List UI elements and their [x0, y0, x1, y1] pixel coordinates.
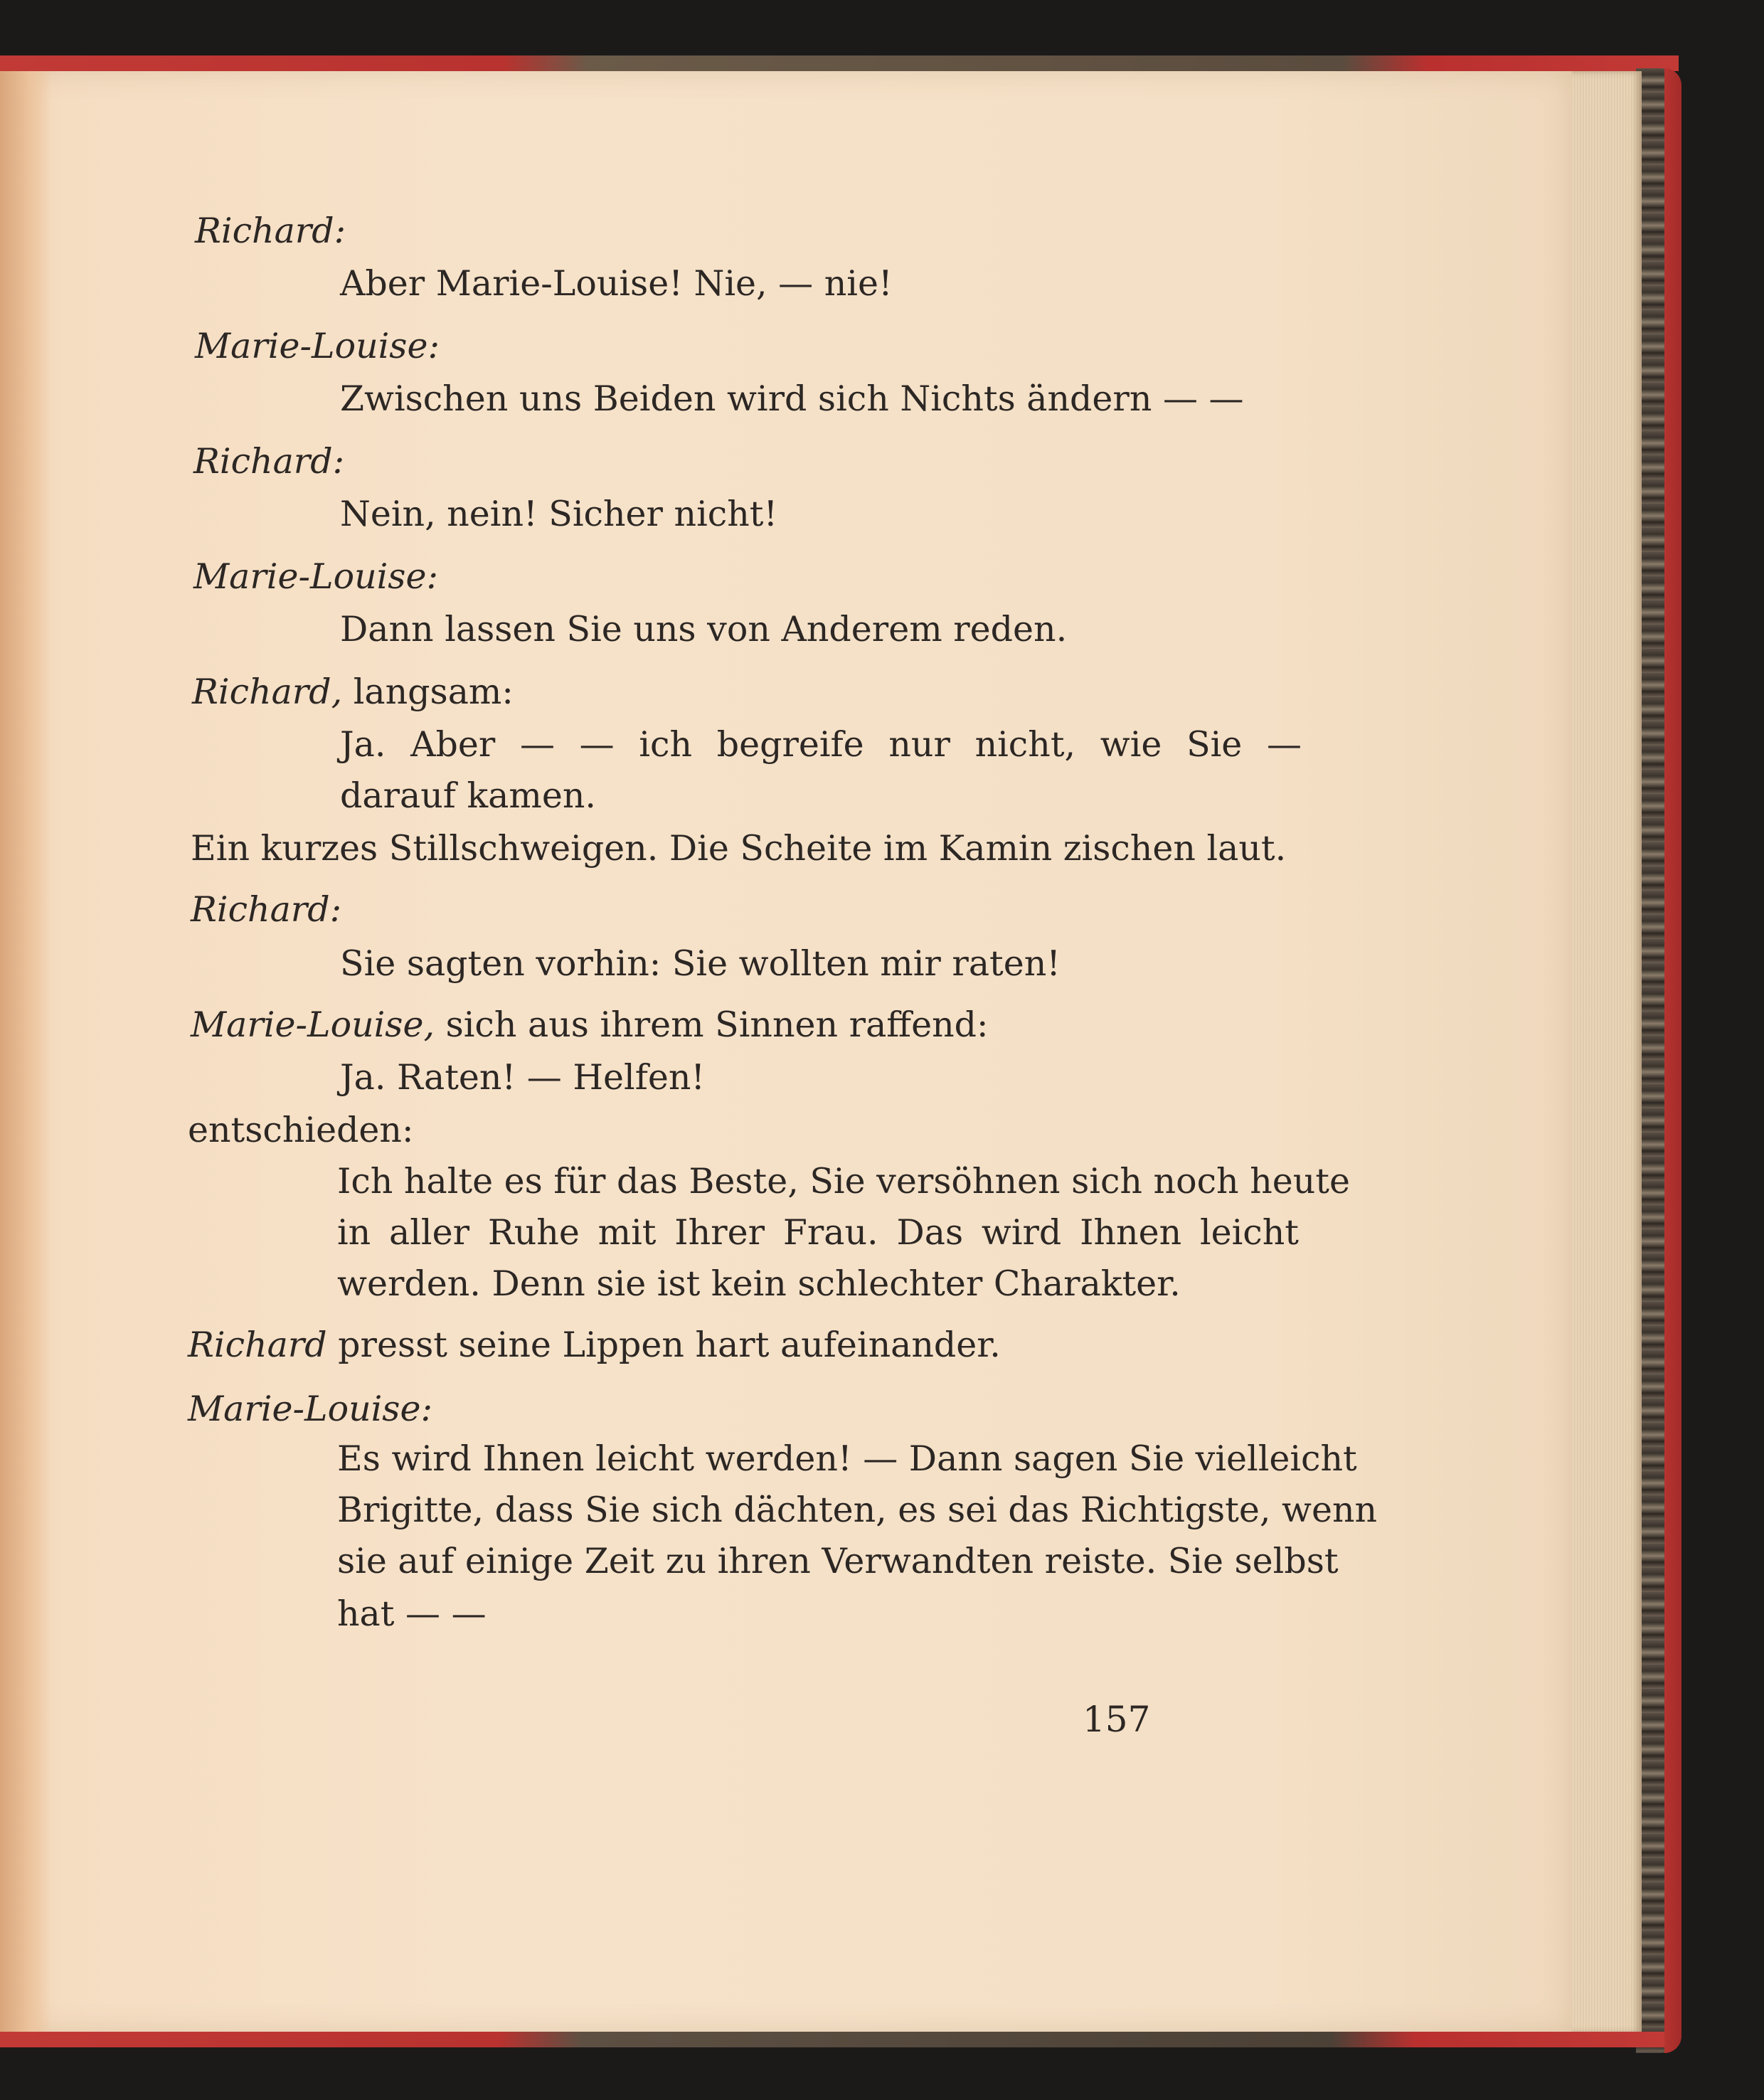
dialogue-line: Ja. Aber — — ich begreife nur nicht, wie Sie — — [340, 724, 1302, 765]
speaker-label: Marie-Louise: — [188, 1389, 432, 1429]
book-cover-red-spine — [1664, 68, 1681, 2053]
book-cover-top-edge — [0, 55, 1679, 71]
book-cover-bottom-edge — [0, 2032, 1664, 2047]
speaker-label: Marie-Louise: — [195, 326, 440, 366]
speaker-direction-line — [192, 672, 514, 712]
dialogue-line: sie auf einige Zeit zu ihren Verwandten reiste. Sie selbst — [337, 1541, 1339, 1581]
dialogue-line: hat — — — [337, 1593, 487, 1634]
dialogue-line: in aller Ruhe mit Ihrer Frau. Das wird Ihnen leicht — [337, 1212, 1299, 1253]
dialogue-line: Sie sagten vorhin: Sie wollten mir raten! — [340, 943, 1061, 984]
dialogue-line: Aber Marie-Louise! Nie, — nie! — [340, 263, 893, 304]
dialogue-line: Nein, nein! Sicher nicht! — [340, 494, 778, 534]
dialogue-line: darauf kamen. — [340, 775, 596, 816]
stage-direction: entschieden: — [188, 1110, 414, 1150]
speaker-label: Marie-Louise: — [193, 556, 438, 597]
stage-direction: Ein kurzes Stillschweigen. Die Scheite im Kamin zischen laut. — [191, 828, 1287, 869]
stage-direction: sich aus ihrem Sinnen raffend: — [445, 1004, 989, 1045]
speaker-direction-line — [188, 1325, 1001, 1365]
stage-direction: presst seine Lippen hart aufeinander. — [338, 1325, 1001, 1365]
speaker-label: Richard, — [192, 672, 343, 712]
page-gutter — [0, 71, 51, 2032]
speaker-direction-line — [191, 1004, 989, 1045]
speaker-label: Richard — [188, 1325, 327, 1365]
dialogue-line: Es wird Ihnen leicht werden! — Dann sagen Sie vielleicht — [337, 1438, 1357, 1479]
dialogue-line: Zwischen uns Beiden wird sich Nichts ändern — — — [340, 378, 1244, 419]
dialogue-line: Dann lassen Sie uns von Anderem reden. — [340, 609, 1068, 649]
dialogue-line: Ich halte es für das Beste, Sie versöhnen sich noch heute — [337, 1161, 1350, 1202]
dialogue-line: Ja. Raten! — Helfen! — [340, 1057, 706, 1098]
speaker-label: Richard: — [191, 889, 342, 930]
dialogue-line: werden. Denn sie ist kein schlechter Charakter. — [337, 1263, 1181, 1304]
speaker-label: Richard: — [193, 441, 345, 482]
speaker-label: Richard: — [195, 211, 346, 251]
dialogue-line: Brigitte, dass Sie sich dächten, es sei das Richtigste, wenn — [337, 1490, 1378, 1530]
stage-direction: langsam: — [353, 672, 514, 712]
page-stack-edges — [1565, 71, 1642, 2033]
speaker-label: Marie-Louise, — [191, 1004, 435, 1045]
page-number: 157 — [1083, 1699, 1151, 1740]
